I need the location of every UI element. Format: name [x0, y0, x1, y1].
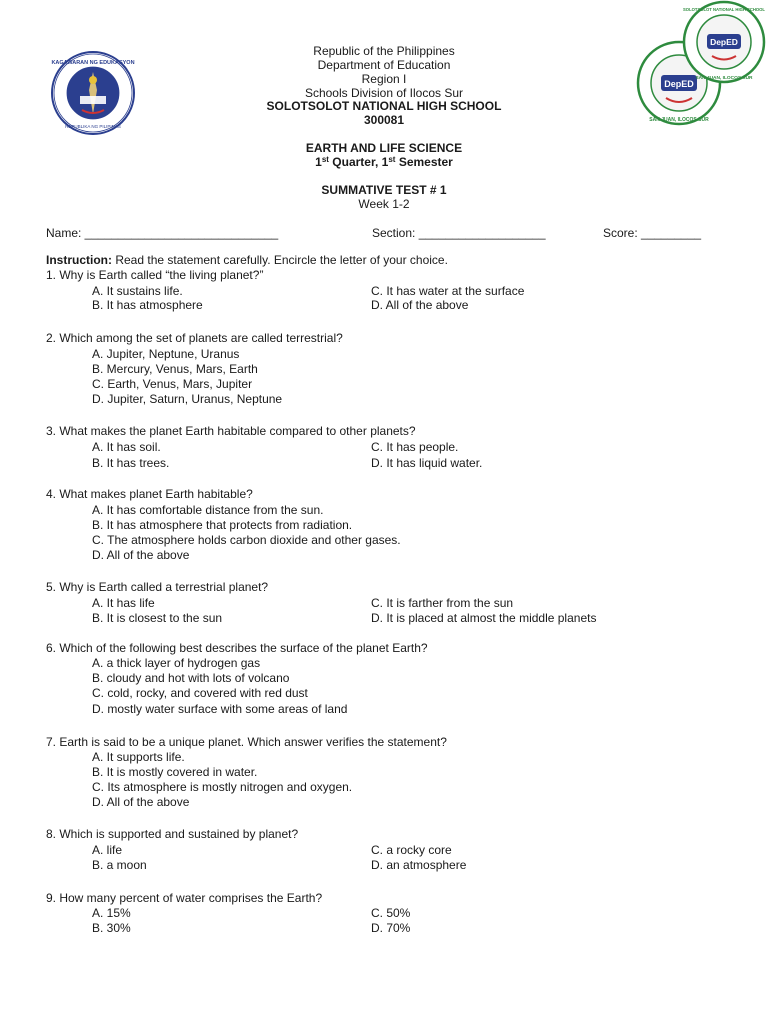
header-department: Department of Education: [317, 58, 451, 72]
header-republic: Republic of the Philippines: [313, 44, 455, 58]
q4-option-c[interactable]: C. The atmosphere holds carbon dioxide and other gases.: [92, 533, 401, 547]
q1-option-d[interactable]: D. All of the above: [371, 298, 469, 312]
q6-option-b[interactable]: B. cloudy and hot with lots of volcano: [92, 671, 290, 685]
q2-option-d[interactable]: D. Jupiter, Saturn, Uranus, Neptune: [92, 392, 283, 406]
quarter-semester: 1st Quarter, 1st Semester: [315, 155, 453, 169]
instruction: [46, 253, 736, 268]
q4-option-a[interactable]: A. It has comfortable distance from the sun.: [92, 503, 324, 517]
question-7: 7. Earth is said to be a unique planet. Which answer verifies the statement?: [46, 735, 447, 749]
question-2: 2. Which among the set of planets are called terrestrial?: [46, 331, 343, 345]
svg-text:REPUBLIKA NG PILIPINAS: REPUBLIKA NG PILIPINAS: [65, 124, 121, 129]
q2-option-b[interactable]: B. Mercury, Venus, Mars, Earth: [92, 362, 258, 376]
svg-text:SAN JUAN, ILOCOS SUR: SAN JUAN, ILOCOS SUR: [649, 117, 709, 123]
q9-option-c[interactable]: C. 50%: [371, 906, 411, 920]
q9-option-b[interactable]: B. 30%: [92, 921, 131, 935]
q6-option-a[interactable]: A. a thick layer of hydrogen gas: [92, 656, 261, 670]
header-region: Region I: [361, 72, 407, 86]
test-title: SUMMATIVE TEST # 1: [321, 183, 447, 197]
q7-option-b[interactable]: B. It is mostly covered in water.: [92, 765, 258, 779]
question-8: 8. Which is supported and sustained by planet?: [46, 827, 299, 841]
q7-option-d[interactable]: D. All of the above: [92, 795, 190, 809]
q5-option-d[interactable]: D. It is placed at almost the middle planets: [371, 611, 597, 625]
q2-option-a[interactable]: A. Jupiter, Neptune, Uranus: [92, 347, 240, 361]
q3-option-a[interactable]: A. It has soil.: [92, 440, 161, 454]
question-4: 4. What makes planet Earth habitable?: [46, 487, 253, 501]
q2-option-c[interactable]: C. Earth, Venus, Mars, Jupiter: [92, 377, 253, 391]
q9-option-a[interactable]: A. 15%: [92, 906, 131, 920]
question-3: 3. What makes the planet Earth habitable compared to other planets?: [46, 424, 416, 438]
q1-option-c[interactable]: C. It has water at the surface: [371, 284, 525, 298]
instruction-label: Instruction:: [46, 253, 112, 267]
q4-option-b[interactable]: B. It has atmosphere that protects from radiation.: [92, 518, 353, 532]
q6-option-d[interactable]: D. mostly water surface with some areas of land: [92, 702, 348, 716]
school-name: SOLOTSOLOT NATIONAL HIGH SCHOOL: [266, 99, 502, 113]
score-field[interactable]: Score: _________: [603, 226, 702, 240]
name-field[interactable]: Name: _____________________________: [46, 226, 279, 240]
q5-option-a[interactable]: A. It has life: [92, 596, 155, 610]
q4-option-d[interactable]: D. All of the above: [92, 548, 190, 562]
header-division: Schools Division of Ilocos Sur: [304, 86, 464, 100]
section-field[interactable]: Section: ___________________: [372, 226, 546, 240]
q8-option-c[interactable]: C. a rocky core: [371, 843, 452, 857]
svg-text:DepED: DepED: [664, 79, 694, 89]
q3-option-d[interactable]: D. It has liquid water.: [371, 456, 483, 470]
q5-option-c[interactable]: C. It is farther from the sun: [371, 596, 514, 610]
q1-option-a[interactable]: A. It sustains life.: [92, 284, 183, 298]
question-9: 9. How many percent of water comprises the Earth?: [46, 891, 323, 905]
deped-badge-text: DepED: [710, 37, 738, 47]
q8-option-b[interactable]: B. a moon: [92, 858, 147, 872]
q1-option-b[interactable]: B. It has atmosphere: [92, 298, 203, 312]
instruction-text: Read the statement carefully. Encircle the letter of your choice.: [112, 253, 448, 267]
q3-option-c[interactable]: C. It has people.: [371, 440, 459, 454]
q8-option-d[interactable]: D. an atmosphere: [371, 858, 467, 872]
subject-title: EARTH AND LIFE SCIENCE: [305, 141, 463, 155]
q7-option-c[interactable]: C. Its atmosphere is mostly nitrogen and oxygen.: [92, 780, 353, 794]
svg-text:SOLOTSOLOT NATIONAL HIGH SCHOO: SOLOTSOLOT NATIONAL HIGH SCHOOL: [683, 7, 765, 12]
question-6: 6. Which of the following best describes the surface of the planet Earth?: [46, 641, 428, 655]
test-week: Week 1-2: [358, 197, 410, 211]
q7-option-a[interactable]: A. It supports life.: [92, 750, 185, 764]
q9-option-d[interactable]: D. 70%: [371, 921, 411, 935]
svg-text:SAN JUAN, ILOCOS SUR: SAN JUAN, ILOCOS SUR: [695, 76, 753, 81]
q6-option-c[interactable]: C. cold, rocky, and covered with red dust: [92, 686, 308, 700]
question-5: 5. Why is Earth called a terrestrial planet?: [46, 580, 269, 594]
question-1: 1. Why is Earth called “the living planet?”: [46, 268, 264, 282]
q5-option-b[interactable]: B. It is closest to the sun: [92, 611, 223, 625]
school-id: 300081: [363, 113, 405, 127]
svg-text:KAGAWARAN NG EDUKASYON: KAGAWARAN NG EDUKASYON: [51, 60, 135, 66]
q3-option-b[interactable]: B. It has trees.: [92, 456, 170, 470]
q8-option-a[interactable]: A. life: [92, 843, 123, 857]
